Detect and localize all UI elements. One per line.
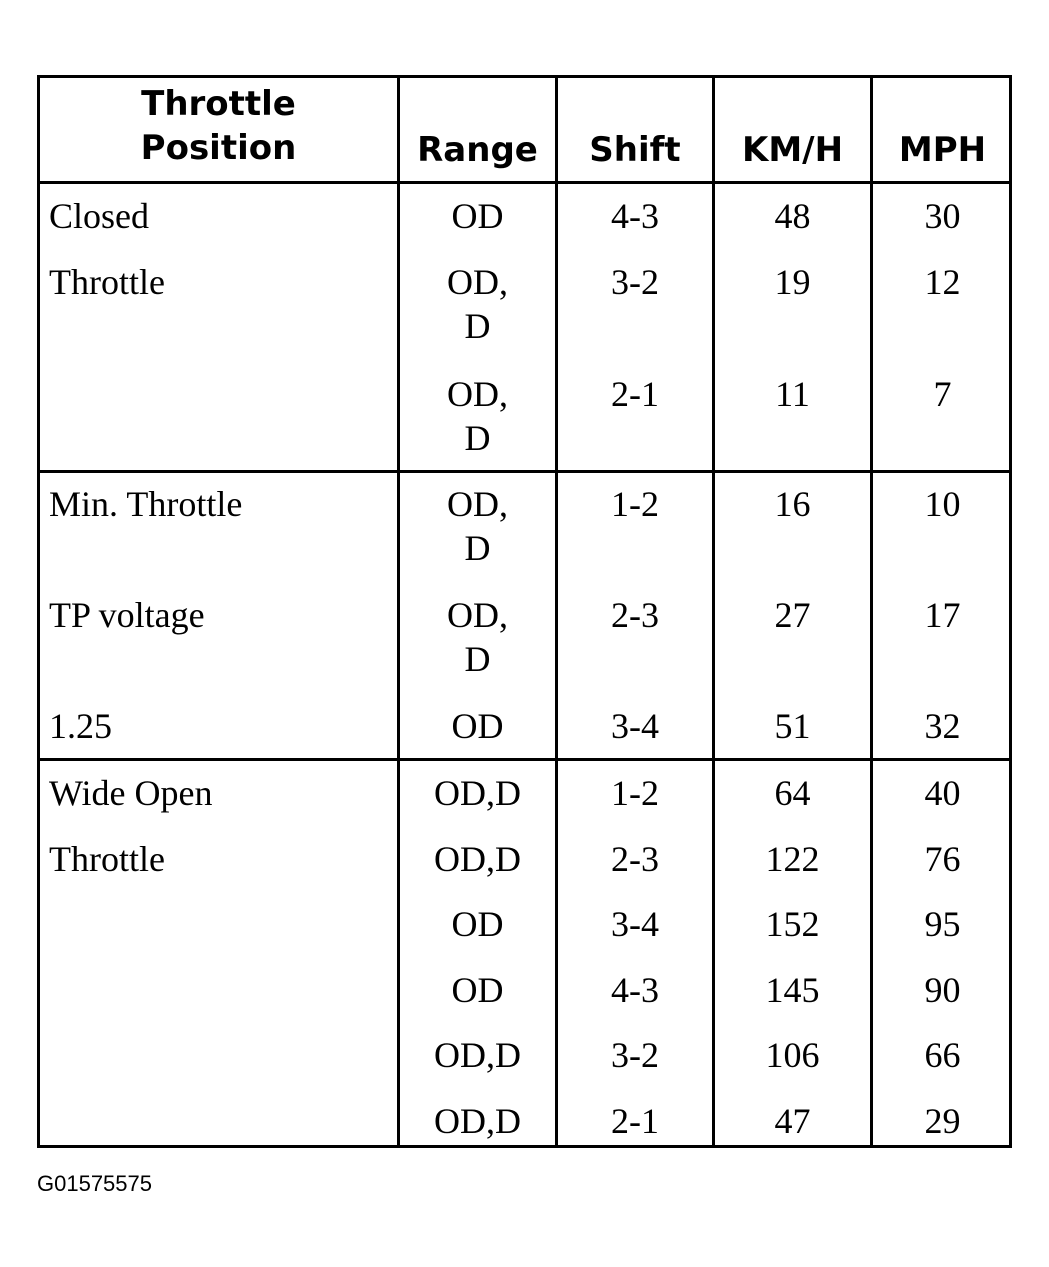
throttle-position-label: Throttle xyxy=(49,262,165,302)
range-value: OD xyxy=(451,904,504,944)
shift-cell: 4-3 xyxy=(611,196,659,236)
range-cell xyxy=(400,482,555,570)
throttle-position-label: 1.25 xyxy=(49,706,112,746)
kmh-cell: 27 xyxy=(774,595,811,635)
kmh-cell: 145 xyxy=(765,970,820,1010)
shift-cell: 2-1 xyxy=(611,374,659,414)
shift-cell: 3-4 xyxy=(611,904,659,944)
range-value: OD,D xyxy=(434,1101,521,1141)
range-cell xyxy=(400,704,555,748)
shift-cell: 3-2 xyxy=(611,262,659,302)
range-value-line2: D xyxy=(464,528,491,568)
mph-cell: 66 xyxy=(924,1035,961,1075)
mph-cell: 29 xyxy=(924,1101,961,1141)
throttle-position-label: Min. Throttle xyxy=(49,484,243,524)
kmh-cell: 51 xyxy=(774,706,811,746)
throttle-position-label: Wide Open xyxy=(49,773,213,813)
kmh-cell: 47 xyxy=(774,1101,811,1141)
range-value-line2: D xyxy=(464,306,491,346)
shift-cell: 2-1 xyxy=(611,1101,659,1141)
group-divider xyxy=(40,758,1009,761)
mph-cell: 90 xyxy=(924,970,961,1010)
kmh-cell: 64 xyxy=(774,773,811,813)
figure-id: G01575575 xyxy=(37,1171,152,1196)
kmh-cell: 48 xyxy=(774,196,811,236)
range-cell xyxy=(400,771,555,815)
mph-cell: 7 xyxy=(933,374,952,414)
mph-cell: 10 xyxy=(924,484,961,524)
range-cell xyxy=(400,837,555,881)
header-throttle-line1: Throttle xyxy=(141,84,296,124)
range-value: OD, xyxy=(447,595,508,635)
mph-cell: 30 xyxy=(924,196,961,236)
kmh-cell: 16 xyxy=(774,484,811,524)
mph-cell: 17 xyxy=(924,595,961,635)
kmh-cell: 11 xyxy=(775,374,810,414)
range-cell xyxy=(400,902,555,946)
range-value-line2: D xyxy=(464,639,491,679)
header-throttle-line2: Position xyxy=(140,128,297,168)
range-cell xyxy=(400,968,555,1012)
throttle-position-label: Closed xyxy=(49,196,150,236)
range-cell xyxy=(400,1099,555,1143)
mph-cell: 12 xyxy=(924,262,961,302)
range-cell xyxy=(400,593,555,681)
header-kmh: KM/H xyxy=(741,130,844,170)
range-cell xyxy=(400,372,555,460)
kmh-cell: 152 xyxy=(765,904,820,944)
mph-cell: 32 xyxy=(924,706,961,746)
mph-cell: 76 xyxy=(924,839,961,879)
kmh-cell: 106 xyxy=(765,1035,820,1075)
shift-cell: 1-2 xyxy=(611,773,659,813)
shift-cell: 4-3 xyxy=(611,970,659,1010)
range-cell xyxy=(400,1033,555,1077)
range-value: OD xyxy=(451,196,504,236)
kmh-cell: 122 xyxy=(765,839,820,879)
throttle-position-label: Throttle xyxy=(49,839,165,879)
header-throttle-position xyxy=(40,82,397,170)
range-cell xyxy=(400,194,555,238)
shift-cell: 2-3 xyxy=(611,595,659,635)
range-value: OD,D xyxy=(434,773,521,813)
kmh-cell: 19 xyxy=(774,262,811,302)
range-value-line2: D xyxy=(464,418,491,458)
shift-cell: 3-2 xyxy=(611,1035,659,1075)
range-value: OD xyxy=(451,706,504,746)
header-shift: Shift xyxy=(589,130,681,170)
header-mph: MPH xyxy=(898,130,987,170)
range-value: OD, xyxy=(447,262,508,302)
range-value: OD,D xyxy=(434,1035,521,1075)
range-value: OD xyxy=(451,970,504,1010)
range-cell xyxy=(400,260,555,348)
shift-cell: 1-2 xyxy=(611,484,659,524)
range-value: OD, xyxy=(447,484,508,524)
range-value: OD, xyxy=(447,374,508,414)
mph-cell: 95 xyxy=(924,904,961,944)
header-range: Range xyxy=(417,130,538,170)
shift-cell: 2-3 xyxy=(611,839,659,879)
throttle-position-label: TP voltage xyxy=(49,595,205,635)
group-divider xyxy=(40,470,1009,473)
shift-cell: 3-4 xyxy=(611,706,659,746)
header-divider xyxy=(40,181,1009,184)
mph-cell: 40 xyxy=(924,773,961,813)
shift-speed-table xyxy=(37,75,1012,1148)
range-value: OD,D xyxy=(434,839,521,879)
